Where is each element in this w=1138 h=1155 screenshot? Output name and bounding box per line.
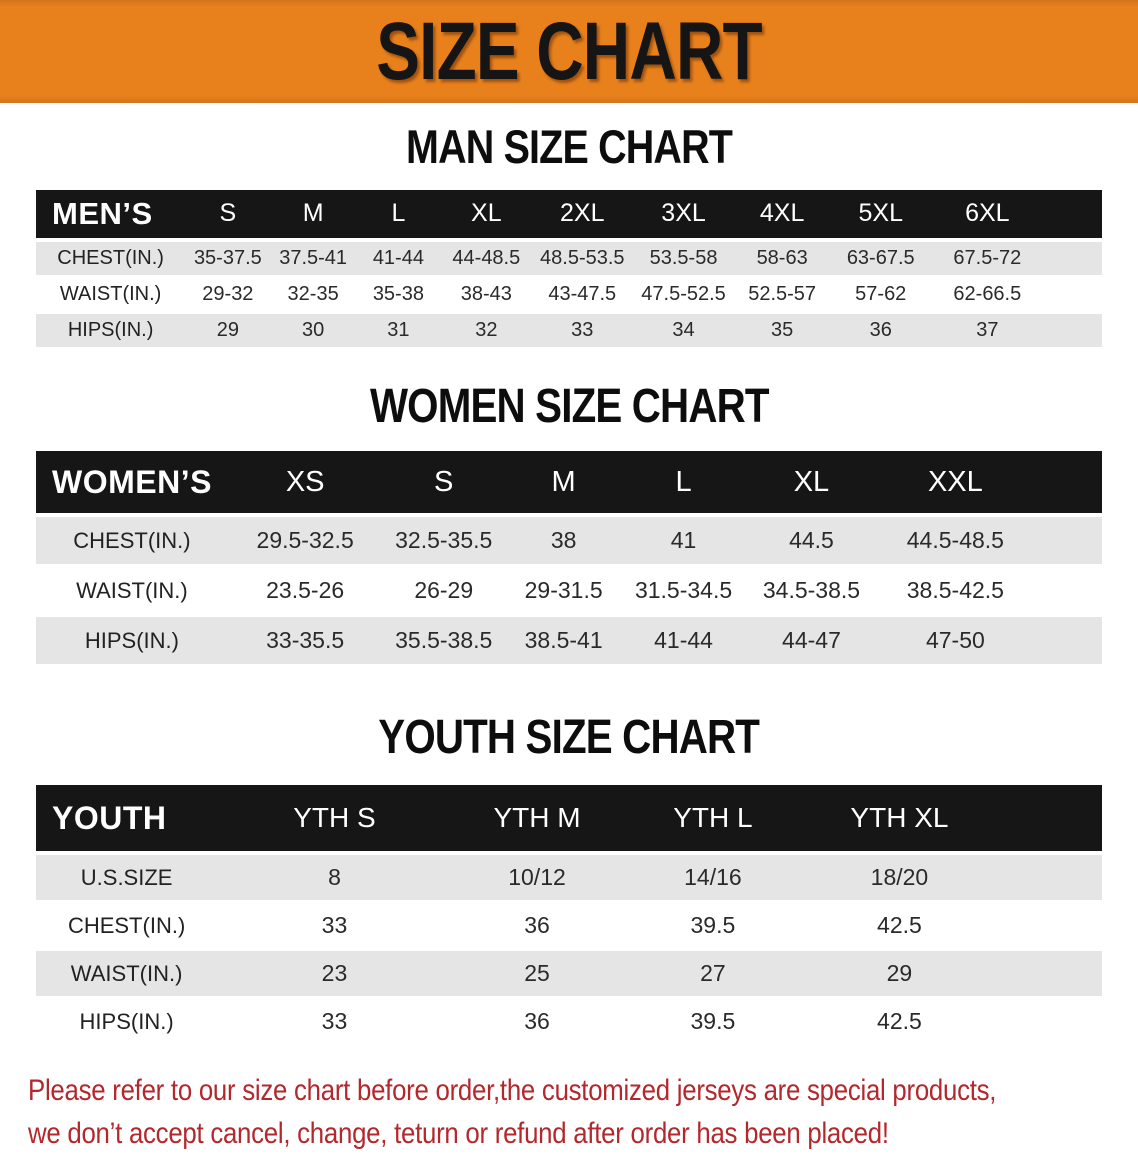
cell: 31: [356, 312, 441, 348]
column-header: L: [622, 451, 745, 515]
spacer-cell: [1033, 616, 1102, 666]
cell: 31.5-34.5: [622, 566, 745, 616]
disclaimer-line-1: Please refer to our size chart before order,the customized jerseys are special products,: [28, 1074, 997, 1108]
cell: 33: [532, 312, 633, 348]
spacer-cell: [1033, 451, 1102, 515]
column-header: L: [356, 190, 441, 240]
size-chart-banner: [0, 0, 1138, 103]
cell: 58-63: [734, 240, 830, 277]
row-label: WAIST(IN.): [36, 566, 228, 616]
table-title: WOMEN’S: [36, 451, 228, 515]
table-row: [36, 616, 1102, 666]
row-label: CHEST(IN.): [36, 902, 217, 950]
cell: 47.5-52.5: [633, 276, 734, 312]
cell: 44.5: [745, 515, 878, 566]
women-size-section: [0, 380, 1138, 668]
cell: 30: [271, 312, 356, 348]
header-row: [36, 785, 1102, 853]
cell: 29-31.5: [505, 566, 622, 616]
cell: 14/16: [622, 853, 803, 902]
column-header: 2XL: [532, 190, 633, 240]
cell: 34: [633, 312, 734, 348]
cell: 10/12: [452, 853, 623, 902]
table-row: [36, 853, 1102, 902]
table-row: [36, 950, 1102, 998]
cell: 41: [622, 515, 745, 566]
cell: 34.5-38.5: [745, 566, 878, 616]
cell: 62-66.5: [931, 276, 1043, 312]
column-header: XL: [745, 451, 878, 515]
table-row: [36, 515, 1102, 566]
row-label: HIPS(IN.): [36, 616, 228, 666]
cell: 33-35.5: [228, 616, 383, 666]
cell: 29-32: [185, 276, 270, 312]
row-label: CHEST(IN.): [36, 515, 228, 566]
women-section-heading: [0, 380, 1138, 434]
cell: 36: [452, 902, 623, 950]
cell: 8: [217, 853, 452, 902]
cell: 35: [734, 312, 830, 348]
spacer-cell: [995, 950, 1102, 998]
column-header: XS: [228, 451, 383, 515]
cell: 27: [622, 950, 803, 998]
cell: 32-35: [271, 276, 356, 312]
spacer-cell: [1043, 240, 1102, 277]
cell: 39.5: [622, 998, 803, 1046]
column-header: YTH L: [622, 785, 803, 853]
cell: 23.5-26: [228, 566, 383, 616]
cell: 32: [441, 312, 532, 348]
cell: 26-29: [382, 566, 505, 616]
cell: 38.5-41: [505, 616, 622, 666]
table-title: YOUTH: [36, 785, 217, 853]
cell: 41-44: [622, 616, 745, 666]
cell: 33: [217, 998, 452, 1046]
row-label: WAIST(IN.): [36, 950, 217, 998]
column-header: YTH S: [217, 785, 452, 853]
women-size-table: [36, 451, 1102, 667]
column-header: 3XL: [633, 190, 734, 240]
column-header: XXL: [878, 451, 1033, 515]
column-header: 4XL: [734, 190, 830, 240]
table-row: [36, 902, 1102, 950]
table-title: MEN’S: [36, 190, 185, 240]
cell: 38: [505, 515, 622, 566]
cell: 48.5-53.5: [532, 240, 633, 277]
row-label: CHEST(IN.): [36, 240, 185, 277]
spacer-cell: [1033, 515, 1102, 566]
column-header: M: [505, 451, 622, 515]
cell: 47-50: [878, 616, 1033, 666]
header-row: [36, 451, 1102, 515]
cell: 35-37.5: [185, 240, 270, 277]
spacer-cell: [1043, 312, 1102, 348]
cell: 44-47: [745, 616, 878, 666]
cell: 33: [217, 902, 452, 950]
cell: 44-48.5: [441, 240, 532, 277]
table-row: [36, 240, 1102, 277]
cell: 38.5-42.5: [878, 566, 1033, 616]
spacer-cell: [995, 902, 1102, 950]
table-row: [36, 312, 1102, 348]
table-row: [36, 998, 1102, 1046]
cell: 23: [217, 950, 452, 998]
cell: 67.5-72: [931, 240, 1043, 277]
youth-size-section: [0, 711, 1138, 1047]
women-section-heading-text: WOMEN SIZE CHART: [369, 379, 769, 433]
row-label: HIPS(IN.): [36, 998, 217, 1046]
cell: 38-43: [441, 276, 532, 312]
spacer-cell: [995, 785, 1102, 853]
cell: 29.5-32.5: [228, 515, 383, 566]
cell: 53.5-58: [633, 240, 734, 277]
column-header: YTH M: [452, 785, 623, 853]
column-header: M: [271, 190, 356, 240]
row-label: WAIST(IN.): [36, 276, 185, 312]
cell: 35.5-38.5: [382, 616, 505, 666]
cell: 18/20: [804, 853, 996, 902]
header-row: [36, 190, 1102, 240]
cell: 42.5: [804, 902, 996, 950]
cell: 63-67.5: [830, 240, 931, 277]
cell: 32.5-35.5: [382, 515, 505, 566]
spacer-cell: [1043, 190, 1102, 240]
cell: 37: [931, 312, 1043, 348]
cell: 44.5-48.5: [878, 515, 1033, 566]
spacer-cell: [1043, 276, 1102, 312]
column-header: XL: [441, 190, 532, 240]
banner-title: SIZE CHART: [376, 5, 762, 97]
cell: 52.5-57: [734, 276, 830, 312]
men-size-table: [36, 190, 1102, 350]
column-header: 6XL: [931, 190, 1043, 240]
cell: 29: [185, 312, 270, 348]
cell: 41-44: [356, 240, 441, 277]
column-header: 5XL: [830, 190, 931, 240]
youth-size-table: [36, 785, 1102, 1047]
cell: 29: [804, 950, 996, 998]
table-row: [36, 276, 1102, 312]
spacer-cell: [995, 853, 1102, 902]
row-label: HIPS(IN.): [36, 312, 185, 348]
cell: 39.5: [622, 902, 803, 950]
cell: 25: [452, 950, 623, 998]
spacer-cell: [1033, 566, 1102, 616]
order-disclaimer: [28, 1069, 1138, 1155]
cell: 35-38: [356, 276, 441, 312]
column-header: S: [382, 451, 505, 515]
cell: 57-62: [830, 276, 931, 312]
table-row: [36, 566, 1102, 616]
men-section-heading-text: MAN SIZE CHART: [406, 120, 732, 173]
spacer-cell: [995, 998, 1102, 1046]
cell: 36: [830, 312, 931, 348]
cell: 42.5: [804, 998, 996, 1046]
youth-section-heading-text: YOUTH SIZE CHART: [378, 711, 760, 765]
men-size-section: [0, 121, 1138, 350]
cell: 36: [452, 998, 623, 1046]
cell: 43-47.5: [532, 276, 633, 312]
youth-section-heading: [0, 711, 1138, 765]
men-section-heading: [0, 121, 1138, 174]
row-label: U.S.SIZE: [36, 853, 217, 902]
column-header: YTH XL: [804, 785, 996, 853]
cell: 37.5-41: [271, 240, 356, 277]
column-header: S: [185, 190, 270, 240]
disclaimer-line-2: we don’t accept cancel, change, teturn or refund after order has been placed!: [28, 1117, 889, 1151]
